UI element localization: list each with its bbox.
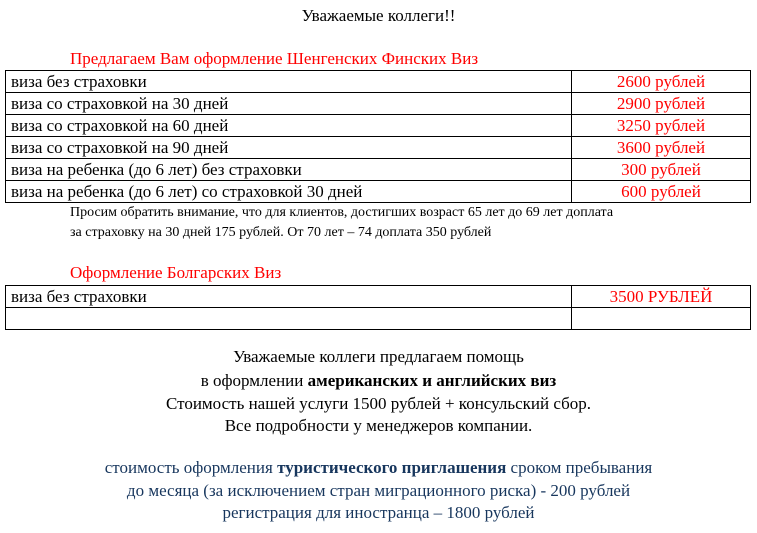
table-row [6,308,751,330]
visa-type-cell: виза на ребенка (до 6 лет) без страховки [6,159,572,181]
visa-type-cell [6,308,572,330]
us-uk-line-1: Уважаемые коллеги предлагаем помощь [233,347,524,366]
invitation-line-1 [0,458,757,478]
bulgarian-visa-table [5,285,751,330]
age-note-line-1: Просим обратить внимание, что для клиентов, достигших возраст 65 лет до 69 лет доплата [70,205,614,220]
table-row [6,71,751,93]
visa-type-cell: виза со страховкой на 60 дней [6,115,572,137]
table-row [6,137,751,159]
bulgarian-visa-heading: Оформление Болгарских Виз [70,263,282,282]
visa-type-cell: виза со страховкой на 90 дней [6,137,572,159]
price-cell: 300 рублей [572,159,751,181]
visa-type-cell: виза без страховки [6,286,572,308]
price-cell: 600 рублей [572,181,751,203]
price-cell: 2900 рублей [572,93,751,115]
visa-type-cell: виза на ребенка (до 6 лет) со страховкой 30 дней [6,181,572,203]
age-note-line-2: за страховку на 30 дней 175 рублей. От 70 лет – 74 доплата 350 рублей [70,225,492,240]
price-cell: 2600 рублей [572,71,751,93]
invitation-line-1-bold: туристического приглашения [277,458,507,477]
price-cell [572,308,751,330]
finnish-visa-heading: Предлагаем Вам оформление Шенгенских Финских Виз [70,49,479,68]
finnish-visa-table [5,70,751,203]
us-uk-line-2-bold: американских и английских виз [307,371,557,390]
us-uk-line-3: Стоимость нашей услуги 1500 рублей + консульский сбор. [166,394,591,413]
invitation-line-3: регистрация для иностранца – 1800 рублей [222,503,535,522]
document-title: Уважаемые коллеги!! [301,6,456,25]
price-cell: 3250 рублей [572,115,751,137]
table-row [6,93,751,115]
us-uk-line-4: Все подробности у менеджеров компании. [224,416,533,435]
visa-type-cell: виза без страховки [6,71,572,93]
visa-type-cell: виза со страховкой на 30 дней [6,93,572,115]
invitation-line-2: до месяца (за исключением стран миграционного риска) - 200 рублей [126,481,631,500]
us-uk-line-2 [0,371,757,391]
table-row [6,159,751,181]
price-cell: 3500 РУБЛЕЙ [572,286,751,308]
us-uk-line-2-prefix: в оформлении [200,371,308,390]
table-row [6,115,751,137]
table-row [6,181,751,203]
table-row [6,286,751,308]
invitation-line-1-prefix: стоимость оформления [104,458,278,477]
price-cell: 3600 рублей [572,137,751,159]
invitation-line-1-suffix: сроком пребывания [506,458,653,477]
